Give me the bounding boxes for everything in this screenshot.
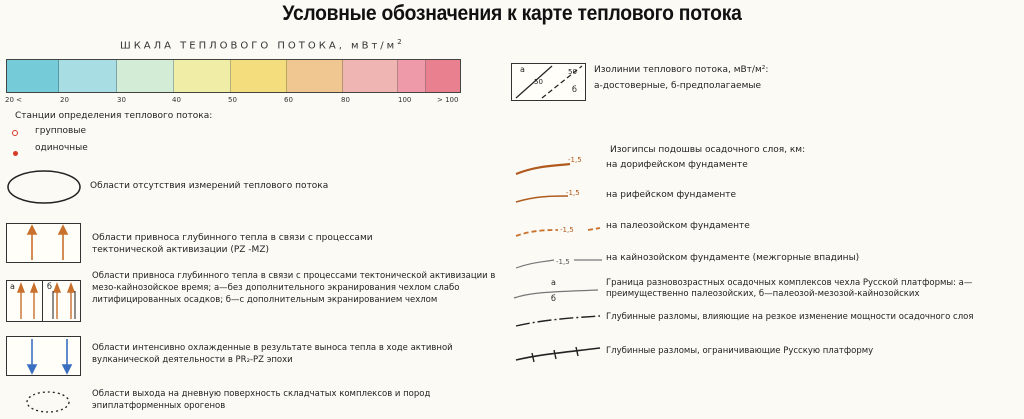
sediment-boundary-icon [510, 278, 602, 308]
page-title: Условные обозначения к карте теплового потока [282, 2, 742, 25]
scale-color-cell [117, 60, 175, 92]
stations-heading: Станции определения теплового потока: [15, 111, 213, 121]
scale-color-cell [287, 60, 343, 92]
scale-title-text: ШКАЛА ТЕПЛОВОГО ПОТОКА, мВт/м [120, 40, 398, 52]
contour-value-1: -1,5 [568, 156, 582, 164]
isoline-value-b: 50 [568, 68, 577, 76]
boundary-label-b: б [551, 294, 556, 303]
box-label-a: а [10, 282, 15, 291]
scale-title [120, 38, 402, 51]
scale-title-sup: 2 [397, 38, 402, 46]
isoline-label-a: а [520, 65, 525, 74]
contour-value-4: -1,5 [556, 258, 570, 266]
legend-riphean: на рифейском фундаменте [606, 190, 737, 200]
blue-arrows-icon [7, 337, 80, 375]
isolines-box [511, 63, 586, 101]
scale-color-cell [174, 60, 231, 92]
group-station-icon [12, 130, 18, 136]
folded-complex-icon [24, 388, 74, 416]
isolines-text-1: Изолинии теплового потока, мВт/м²: [594, 65, 769, 75]
legend-pre-riphean: на дорифейском фундаменте [606, 160, 748, 170]
paleozoic-contour-icon [512, 214, 602, 244]
scale-color-cell [59, 60, 117, 92]
box-label-b: б [47, 282, 52, 291]
stations-single-label: одиночные [35, 143, 88, 153]
single-station-icon [13, 151, 18, 156]
boundary-label-a: а [551, 278, 556, 287]
scale-color-cell [398, 60, 426, 92]
scale-tick-label: 20 [60, 96, 69, 104]
legend-deep-fault: Глубинные разломы, влияющие на резкое изменение мощности осадочного слоя [606, 312, 974, 322]
legend-heat-input-mz-kz: Области привноса глубинного тепла в связи с процессами тектонической активизации в мезо-кайнозойское время; а—без дополнительного экранирования чехлом слабо литифицированных осадков; б—с дополнительным экранированием чехлом [92, 271, 496, 305]
legend-sediment-boundary: Граница разновозрастных осадочных комплексов чехла Русской платформы: а—преимущественно палеозойских, б—палеозой-мезозой-кайнозойских [606, 278, 973, 299]
scale-tick-label: 100 [398, 96, 412, 104]
scale-tick-label: 20 < [5, 96, 22, 104]
scale-color-cell [343, 60, 399, 92]
heat-flow-color-scale [6, 59, 461, 93]
scale-tick-label: 80 [341, 96, 350, 104]
cooled-area-box [6, 336, 81, 376]
scale-color-cell [231, 60, 287, 92]
red-arrows-icon [7, 224, 80, 262]
isolines-text-2: а-достоверные, б-предполагаемые [594, 81, 762, 91]
legend-folded-complexes: Области выхода на дневную поверхность складчатых комплексов и пород эпиплатформенных орогенов [92, 389, 431, 411]
legend-no-measurements: Области отсутствия измерений теплового потока [90, 181, 329, 191]
scale-tick-label: 30 [117, 96, 126, 104]
legend-heat-input-pz-mz: Области привноса глубинного тепла в связи с процессами тектонической активизации (PZ -MZ) [92, 233, 373, 255]
legend-platform-fault: Глубинные разломы, ограничивающие Русскую платформу [606, 346, 874, 356]
heat-input-box [6, 223, 81, 263]
scale-tick-label: 60 [284, 96, 293, 104]
scale-tick-label: 50 [228, 96, 237, 104]
heat-input-ab-box [6, 280, 81, 322]
pre-riphean-contour-icon [512, 152, 602, 182]
legend-cenozoic: на кайнозойском фундаменте (межгорные впадины) [606, 253, 860, 263]
red-arrows-ab-icon [7, 281, 80, 321]
scale-color-cell [426, 60, 460, 92]
legend-cooled-areas: Области интенсивно охлажденные в результате выноса тепла в ходе активной вулканической деятельности в PR₂-PZ эпохи [92, 343, 453, 365]
contour-value-2: -1,5 [566, 189, 580, 197]
scale-color-cell [7, 60, 59, 92]
platform-boundary-fault-icon [512, 340, 604, 366]
scale-tick-label: 40 [172, 96, 181, 104]
legend-paleozoic: на палеозойском фундаменте [606, 221, 750, 231]
contour-value-3: -1,5 [560, 226, 574, 234]
stations-group-label: групповые [35, 126, 86, 136]
deep-fault-icon [512, 310, 604, 334]
isoline-label-b: б [572, 85, 577, 94]
no-measurement-area-icon [5, 168, 85, 206]
isohypse-heading: Изогипсы подошвы осадочного слоя, км: [610, 145, 806, 155]
scale-tick-label: > 100 [437, 96, 459, 104]
isoline-value-a: 50 [534, 78, 543, 86]
riphean-contour-icon [512, 182, 602, 212]
